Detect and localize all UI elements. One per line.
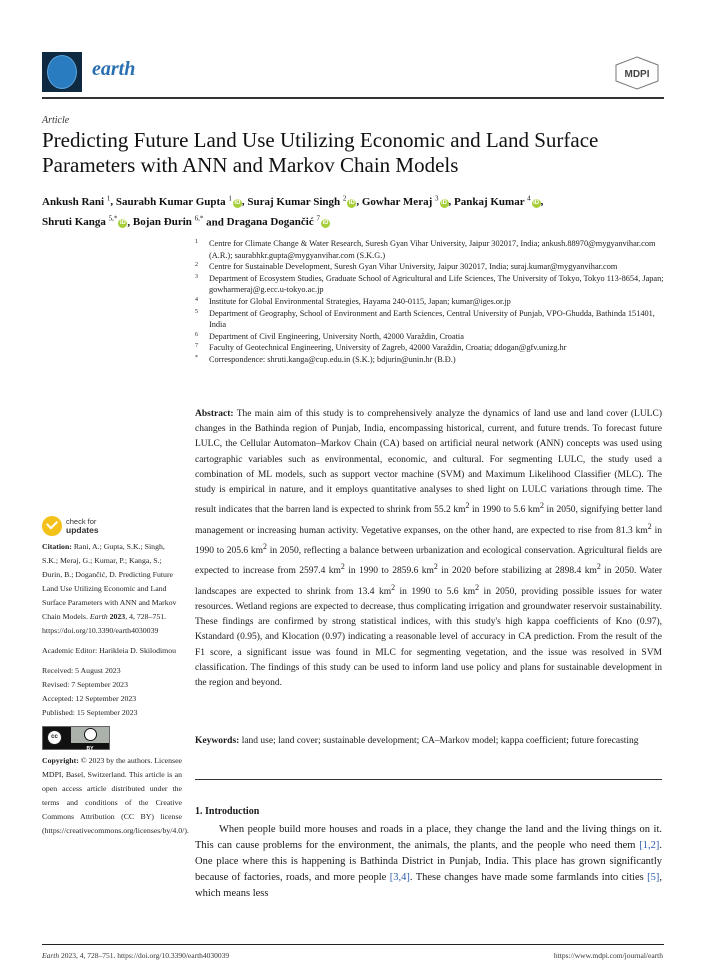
author[interactable]: Dragana Dogančić $^7$iD <box>226 214 329 229</box>
dates <box>42 664 182 720</box>
orcid-icon[interactable]: iD <box>322 220 329 227</box>
citation: Citation: Rani, A.; Gupta, S.K.; Singh, S.K.; Meraj, G.; Kumar, P.; Kanga, S.; Đurin, B.; Dogančić, D. Predicting Future Land Use Utilizing Economic and Land Surface Parameters with ANN and Markov Chain Models. Earth 2023, 4, 728–751. https://doi.org/10.3390/earth4030039 <box>42 542 177 635</box>
orcid-icon[interactable]: iD <box>119 220 126 227</box>
article-title: Predicting Future Land Use Utilizing Economic and Land Surface Parameters with ANN and Markov Chain Models <box>42 128 599 177</box>
journal-url-link[interactable]: https://www.mdpi.com/journal/earth <box>553 951 663 960</box>
affiliation: 4 Institute for Global Environmental Strategies, Hayama 240-0115, Japan; kumar@iges.or.jp <box>195 296 511 306</box>
author[interactable]: Pankaj Kumar $^4$iD <box>454 194 540 208</box>
abstract: Abstract: The main aim of this study is to comprehensively analyze the dynamics of land use and land cover (LULC) changes in the Bathinda region of Punjab, India, encompassing historical, current, and future trends. To forecast future LULC, the Cellular Automaton–Markov Chain (CA) based on artificial neural network (ANN) concepts was used using cartographic variables such as environmental, economic, and cultural. For segmenting LULC, the study used a combination of ML models, such as support vector machine (SVM) and Maximum Likelihood Classifier (MLC). The study is empirical in nature, and it employs quantitative analyses to shed light on LULC variations through time. The result indicates that the barren land is expected to shrink from 55.2 $km^2$ in 1990 to 5.6 $km^2$ in 2050, signifying better land management or increasing human activity. Vegetative expanses, on the other hand, are expected to rise from 81.3 $km^2$ in 1990 to 205.6 $km^2$ in 2050, reflecting a balance between urbanization and ecological conservation. Agricultural fields are expected to increase from 2597.4 $km^2$ in 1990 to 2859.6 $km^2$ in 2020 before stabilizing at 2898.4 $km^2$ in 2050. Water landscapes are expected to shrink from 13.4 $km^2$ in 1990 to 5.6 $km^2$ in 2050, providing possible issues for water resources. Wetland regions are expected to decrease, thus complicating irrigation and groundwater reservoir sustainability. These findings are confirmed by strong statistical indices, with this study's high kappa coefficients of Kno (0.97), Kstandard (0.95), and Klocation (0.97) indicating a reasonable level of accuracy in CA prediction. From the result of the F1 score, a significant issue was found in MLC for segmenting vegetation, and the issue was resolved in SVM classification. The findings of this study can be used to inform land use policy and plans for sustainable development in the region and beyond. <box>195 409 663 689</box>
orcid-icon[interactable]: iD <box>348 199 355 206</box>
affiliation: 1 Centre for Climate Change & Water Research, Suresh Gyan Vihar University, Jaipur 302017, India; ankush.88970@mygyanvihar.com (A.R.); saurabhkr.gupta@mygyanvihar.com (S.K.G.) <box>195 239 656 260</box>
author-list: Ankush Rani $^1$, Saurabh Kumar Gupta $^1$iD , Suraj Kumar Singh $^2$iD , Gowhar Meraj $^3$iD , Pankaj Kumar $^4$iD , Shruti Kanga $^{5,*}$iD , Bojan Đurin $^{6,*}$ and Dragana Dogančić $^7$iD <box>42 194 544 229</box>
article-sidebar <box>42 514 189 844</box>
citation-link[interactable]: [1,2] <box>639 840 660 851</box>
keywords-label: Keywords: <box>195 736 240 746</box>
abstract-label: Abstract: <box>195 409 234 419</box>
affiliations <box>195 238 665 366</box>
doi-link[interactable]: , 4, 728–751. https://doi.org/10.3390/earth4030039 <box>42 612 167 635</box>
footer-doi-link[interactable]: 2023, 4, 728–751. https://doi.org/10.3390/earth4030039 <box>59 951 230 960</box>
author[interactable]: Saurabh Kumar Gupta $^1$iD <box>115 194 241 208</box>
citation-link[interactable]: [3,4] <box>389 872 410 883</box>
journal-name[interactable]: earth <box>92 58 136 80</box>
received-date: Received: 5 August 2023 <box>42 666 121 675</box>
article-type: Article <box>42 115 70 126</box>
section-heading: 1. Introduction <box>195 806 260 817</box>
orcid-icon[interactable]: iD <box>234 199 241 206</box>
citation-link[interactable]: [5] <box>647 872 660 883</box>
author[interactable]: Gowhar Meraj $^3$iD <box>361 194 447 208</box>
affiliation: 2 Centre for Sustainable Development, Suresh Gyan Vihar University, Jaipur 302017, India; suraj.kumar@mygyanvihar.com <box>195 262 618 272</box>
introduction-paragraph: When people build more houses and roads in a place, they change the land and the living things on it. This can cause problems for the environment, the animals, the plants, and the people who need them [1,2]. One place where this is happening is Bathinda District in Punjab, India. This place has grown significantly because of factories, roads, and more people [3,4]. These changes have made some farmlands into cities [5], which means less <box>195 824 662 899</box>
cc-by-license-icon[interactable]: cc BY <box>42 726 110 750</box>
affiliation: 7 Faculty of Geotechnical Engineering, University of Zagreb, 42000 Varaždin, Croatia; ddogan@gfv.unizg.hr <box>195 343 567 353</box>
affiliation: 6 Department of Civil Engineering, University North, 42000 Varaždin, Croatia <box>195 331 464 341</box>
correspondence: * Correspondence: shruti.kanga@cup.edu.in (S.K.); bdjurin@unin.hr (B.Đ.) <box>195 354 456 364</box>
journal-logo-icon[interactable] <box>42 52 82 92</box>
orcid-icon[interactable]: iD <box>533 199 540 206</box>
svg-text:MDPI: MDPI <box>624 69 650 80</box>
author[interactable]: Suraj Kumar Singh $^2$iD <box>247 194 355 208</box>
affiliation: 5 Department of Geography, School of Environment and Earth Sciences, Central University of Punjab, VPO-Ghudda, Bathinda 151401, India <box>195 308 655 330</box>
affiliation: 3 Department of Ecosystem Studies, Graduate School of Agricultural and Life Sciences, The University of Tokyo, Tokyo 113-8654, Japan; gowharmeraj@g.ecc.u-tokyo.ac.jp <box>195 273 664 295</box>
author[interactable]: Ankush Rani $^1$ <box>42 194 111 208</box>
accepted-date: Accepted: 12 September 2023 <box>42 694 137 703</box>
author[interactable]: Bojan Đurin $^{6,*}$ <box>132 214 204 229</box>
check-for-updates-button[interactable]: check for updates <box>42 514 182 538</box>
abstract-divider <box>195 779 662 780</box>
copyright: Copyright: © 2023 by the authors. Licensee MDPI, Basel, Switzerland. This article is an open access article distributed under the terms and conditions of the Creative Commons Attribution (CC BY) license (https://creativecommons.org/licenses/by/4.0/). <box>42 756 189 835</box>
checkmark-icon <box>42 516 62 536</box>
footer-citation: Earth 2023, 4, 728–751. https://doi.org/10.3390/earth4030039 <box>42 951 230 960</box>
published-date: Published: 15 September 2023 <box>42 708 138 717</box>
orcid-icon[interactable]: iD <box>441 199 447 206</box>
footer-divider <box>42 944 664 945</box>
header-divider <box>42 97 664 99</box>
person-icon <box>84 728 97 741</box>
keywords: Keywords: land use; land cover; sustainable development; CA–Markov model; kappa coefficient; future forecasting <box>195 736 639 746</box>
author[interactable]: Shruti Kanga $^{5,*}$iD <box>42 214 126 229</box>
globe-icon <box>47 55 77 89</box>
journal-header <box>42 52 664 98</box>
revised-date: Revised: 7 September 2023 <box>42 680 128 689</box>
mdpi-logo-icon[interactable] <box>614 56 660 90</box>
academic-editor: Academic Editor: Harikleia D. Skilodimou <box>42 646 177 655</box>
